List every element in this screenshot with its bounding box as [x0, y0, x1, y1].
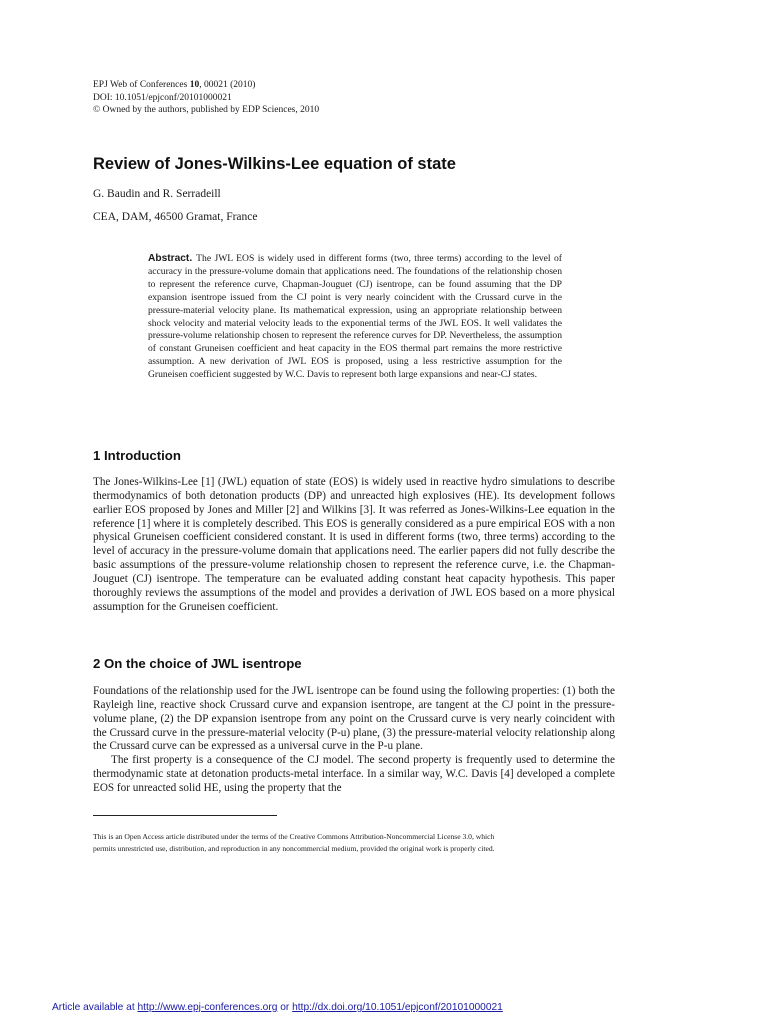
- abstract-label: Abstract.: [148, 253, 193, 264]
- journal-copyright: © Owned by the authors, published by EDP Sciences, 2010: [93, 105, 320, 115]
- article-link-separator: or: [277, 1002, 293, 1013]
- journal-doi: DOI: 10.1051/epjconf/20101000021: [93, 92, 232, 103]
- footnote-line: permits unrestricted use, distribution, and reproduction in any noncommercial medium, provided the original work is properly cited.: [93, 844, 495, 854]
- section-body-jwl-isentrope: [93, 685, 615, 796]
- license-footnote: [93, 831, 623, 856]
- footnote-divider: [93, 815, 277, 816]
- epj-conferences-link[interactable]: http://www.epj-conferences.org: [137, 1002, 278, 1013]
- footnote-line: This is an Open Access article distributed under the terms of the Creative Commons Attribution-Noncommercial License 3.0, which: [93, 832, 495, 841]
- doi-link[interactable]: http://dx.doi.org/10.1051/epjconf/20101000021: [292, 1002, 503, 1013]
- paper-affiliation: CEA, DAM, 46500 Gramat, France: [93, 211, 258, 223]
- section-heading-introduction: 1 Introduction: [93, 448, 181, 463]
- paragraph: Foundations of the relationship used for the JWL isentrope can be found using the following properties: (1) both the Rayleigh line, reactive shock Crussard curve and expansion isentrope, are tangent at the CJ point in the pressure-volume plane, (2) the DP expansion isentrope from any point on the Crussard curve is very nearly coincident with the Crussard curve in the pressure-material velocity (P-u) plane, (3) the pressure-material velocity relationship along the Crussard curve can be expressed as a universal curve in the P-u plane.: [93, 685, 615, 753]
- paper-authors: G. Baudin and R. Serradeill: [93, 188, 221, 200]
- journal-header: [93, 79, 593, 117]
- paragraph: The first property is a consequence of the CJ model. The second property is frequently used to determine the thermodynamic state at detonation products-metal interface. In a similar way, W.C. Davis [4] developed a complete EOS for unreacted solid HE, using the property that the: [93, 754, 615, 794]
- article-availability: [52, 1002, 503, 1013]
- paper-title: Review of Jones-Wilkins-Lee equation of state: [93, 155, 456, 173]
- section-body-introduction: [93, 476, 615, 614]
- journal-volume: 10: [189, 80, 200, 90]
- journal-citation: [93, 79, 593, 92]
- section-heading-jwl-isentrope: 2 On the choice of JWL isentrope: [93, 656, 302, 671]
- journal-article-number: , 00021 (2010): [199, 80, 256, 90]
- abstract: [148, 253, 562, 382]
- paragraph: The Jones-Wilkins-Lee [1] (JWL) equation of state (EOS) is widely used in reactive hydro simulations to describe thermodynamics of both detonation products (DP) and unreacted high explosives (HE). Its development follows earlier EOS proposed by Jones and Miller [2] and Wilkins [3]. It was referred as Jones-Wilkins-Lee equation in the reference [1] where it is completely described. This EOS is generally considered as a pure empirical EOS with a non physical Gruneisen coefficient considered constant. It is used in different forms (two, three terms) according to the level of accuracy in the pressure-volume domain that applications need. The earlier papers did not fully describe the basic assumptions of the pressure-volume relationship chosen to represent the reference curve, i.e. the Chapman-Jouguet (CJ) isentrope. The temperature can be evaluated adding constant heat capacity hypothesis. This paper thoroughly reviews the assumptions of the model and provides a derivation of JWL EOS based on a more physical assumption for the Gruneisen coefficient.: [93, 476, 615, 613]
- article-link-prefix: Article available at: [52, 1002, 138, 1013]
- abstract-text: The JWL EOS is widely used in different forms (two, three terms) according to the level of accuracy in the pressure-volume domain that applications need. The foundations of the relationship chosen to represent the reference curve, Chapman-Jouguet (CJ) isentrope, can be found assuming that the DP expansion isentrope issued from the CJ point is very nearly coincident with the Crussard curve in the pressure-material velocity plane. Its mathematical expression, using an appropriate relationship between shock velocity and material velocity leads to the exponential terms of the JWL EOS. It well validates the pressure-volume relationship chosen to represent the reference curves for DP. Nevertheless, the assumption of constant Gruneisen coefficient and heat capacity in the EOS thermal part remains the more restrictive assumption. A new derivation of JWL EOS is proposed, using a less restrictive assumption for the Gruneisen coefficient suggested by W.C. Davis to represent both large expansions and near-CJ states.: [148, 253, 562, 381]
- journal-name: EPJ Web of Conferences: [93, 80, 190, 90]
